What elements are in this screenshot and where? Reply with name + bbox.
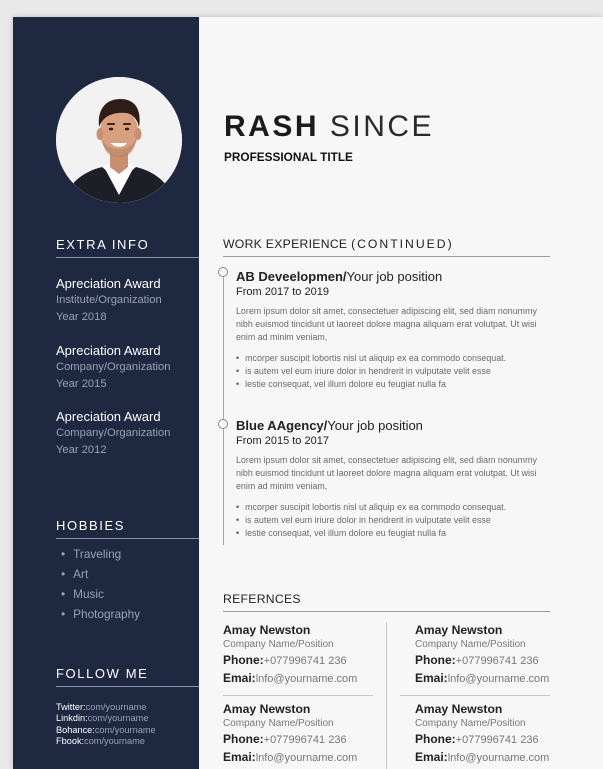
reference-company: Company Name/Position	[415, 718, 526, 729]
social-link-linkedin[interactable]: Linkdin:com/yourname	[56, 713, 149, 724]
job-bullet: • lestie consequat, vel illum dolore eu feugiat nulla fa	[236, 527, 556, 540]
award-title: Apreciation Award	[56, 276, 161, 291]
reference-name: Amay Newston	[223, 623, 311, 637]
hobby-item: • Music	[61, 584, 140, 604]
job-bullet: • is autem vel eum iriure dolor in hendrerit in vulputate velit esse	[236, 514, 556, 527]
social-link-twitter[interactable]: Twitter:com/yourname	[56, 702, 147, 712]
reference-name: Amay Newston	[415, 623, 503, 637]
award-year: Year 2015	[56, 378, 107, 390]
hobbies-divider	[56, 538, 199, 539]
hobby-item: • Art	[61, 564, 140, 584]
timeline-dot	[218, 267, 228, 277]
follow-heading: FOLLOW ME	[56, 666, 149, 681]
social-links	[56, 702, 156, 748]
job-bullets	[236, 501, 556, 540]
reference-company: Company Name/Position	[223, 718, 334, 729]
reference-phone: Phone:+077996741 236	[415, 653, 539, 667]
award-year: Year 2018	[56, 311, 107, 323]
sidebar	[13, 17, 199, 769]
reference-company: Company Name/Position	[223, 639, 334, 650]
references-column-divider	[386, 622, 387, 769]
reference-card	[223, 623, 383, 688]
reference-phone: Phone:+077996741 236	[415, 732, 539, 746]
job-dates: From 2017 to 2019	[236, 286, 329, 298]
award-title: Apreciation Award	[56, 343, 161, 358]
job-title: Blue AAgency/Your job position	[236, 418, 423, 433]
extra-info-divider	[56, 257, 199, 258]
award-item	[56, 275, 196, 326]
job-entry	[236, 417, 556, 540]
award-item	[56, 342, 196, 393]
job-description: Lorem ipsum dolor sit amet, consectetuer adipiscing elit, sed diam nonummy nibh euismod tincidunt ut laoreet dolore magna aliquam erat volutpat. Ut wisi enim ad minim veniam,	[236, 455, 537, 491]
reference-name: Amay Newston	[223, 702, 311, 716]
reference-card	[223, 702, 383, 767]
reference-card	[415, 702, 575, 767]
award-org: Institute/Organization	[56, 294, 162, 306]
award-org: Company/Organization	[56, 427, 171, 439]
hobbies-heading: HOBBIES	[56, 518, 125, 533]
follow-divider	[56, 686, 199, 687]
job-bullet: • mcorper suscipit lobortis nisl ut aliquip ex ea commodo consequat.	[236, 501, 556, 514]
reference-phone: Phone:+077996741 236	[223, 732, 347, 746]
social-link-facebook[interactable]: Fbook:com/yourname	[56, 736, 145, 747]
job-bullet: • lestie consequat, vel illum dolore eu feugiat nulla fa	[236, 378, 556, 391]
award-org: Company/Organization	[56, 361, 171, 373]
award-year: Year 2012	[56, 444, 107, 456]
profile-photo	[56, 77, 182, 203]
resume-page	[13, 17, 603, 769]
timeline-dot	[218, 419, 228, 429]
reference-email: Emai:lnfo@yourname.com	[415, 750, 550, 764]
references-row-divider	[223, 695, 373, 696]
job-entry	[236, 268, 556, 391]
social-link-behance[interactable]: Bohance:com/yourname	[56, 724, 156, 735]
hobby-item: • Traveling	[61, 544, 140, 564]
references-divider	[223, 611, 550, 612]
award-title: Apreciation Award	[56, 409, 161, 424]
work-experience-heading: WORK EXPERIENCE (CONTINUED)	[223, 237, 454, 251]
reference-card	[415, 623, 575, 688]
award-item	[56, 408, 196, 459]
job-title: AB Deveelopmen/Your job position	[236, 269, 443, 284]
hobby-item: • Photography	[61, 604, 140, 624]
job-description: Lorem ipsum dolor sit amet, consectetuer adipiscing elit, sed diam nonummy nibh euismod tincidunt ut laoreet dolore magna aliquam erat volutpat. Ut wisi enim ad minim veniam,	[236, 306, 537, 342]
references-row-divider	[400, 695, 550, 696]
reference-phone: Phone:+077996741 236	[223, 653, 347, 667]
job-bullet: • mcorper suscipit lobortis nisl ut aliquip ex ea commodo consequat.	[236, 352, 556, 365]
job-bullets	[236, 352, 556, 391]
extra-info-heading: EXTRA INFO	[56, 237, 150, 252]
reference-email: Emai:lnfo@yourname.com	[415, 671, 550, 685]
work-experience-divider	[223, 256, 550, 257]
timeline-line	[223, 271, 224, 545]
job-dates: From 2015 to 2017	[236, 435, 329, 447]
job-bullet: • is autem vel eum iriure dolor in hendrerit in vulputate velit esse	[236, 365, 556, 378]
reference-company: Company Name/Position	[415, 639, 526, 650]
reference-email: Emai:lnfo@yourname.com	[223, 750, 358, 764]
references-heading: REFERNCES	[223, 592, 301, 606]
reference-email: Emai:lnfo@yourname.com	[223, 671, 358, 685]
person-name: RASH SINCE	[224, 110, 435, 143]
professional-title: PROFESSIONAL TITLE	[224, 150, 353, 164]
hobbies-list	[61, 544, 140, 624]
reference-name: Amay Newston	[415, 702, 503, 716]
